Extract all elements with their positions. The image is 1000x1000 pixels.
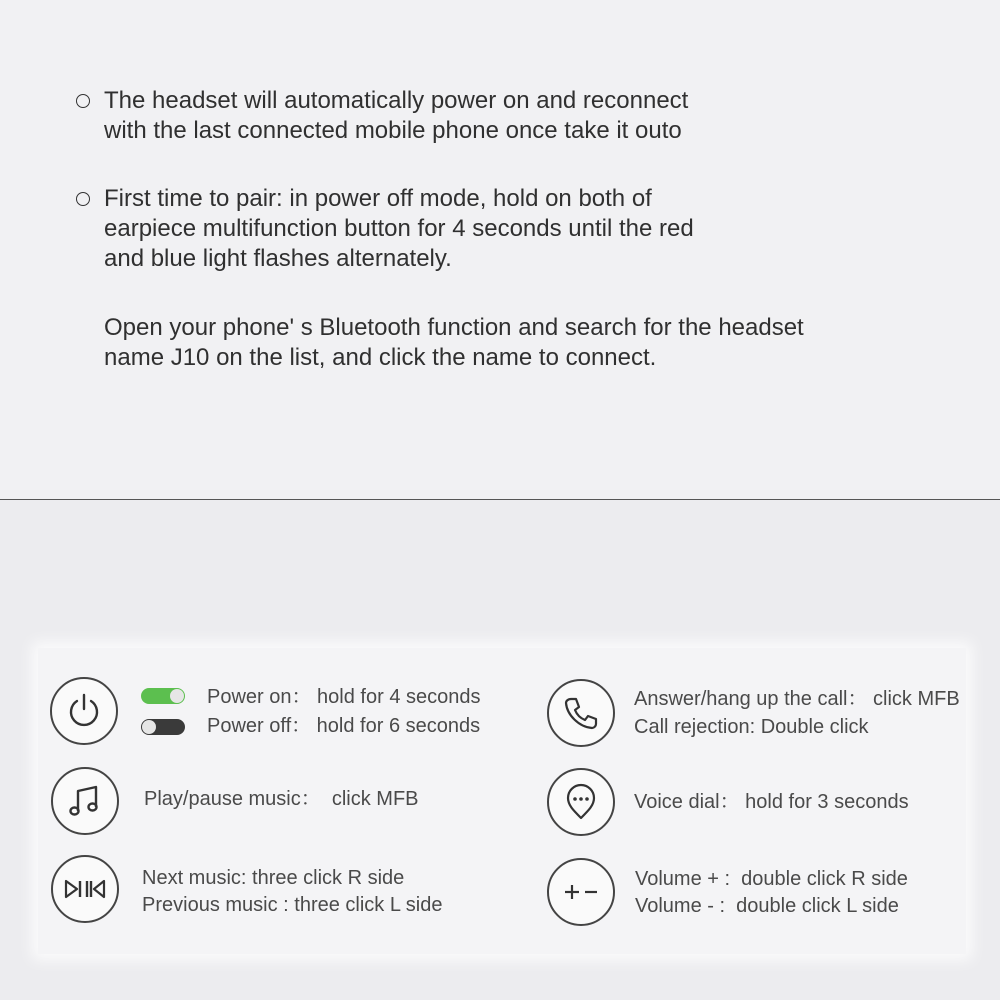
instruction-bluetooth-connect: Open your phone' s Bluetooth function and search for the headset name J10 on the list, and click the name to connect. bbox=[104, 314, 804, 371]
music-note-icon bbox=[51, 767, 119, 835]
next-previous-icon bbox=[51, 855, 119, 923]
previous-music-text: Previous music : three click L side bbox=[142, 894, 443, 916]
volume-plus-minus-icon bbox=[547, 858, 615, 926]
call-rejection-text: Call rejection: Double click bbox=[634, 716, 869, 738]
bullet-icon bbox=[76, 192, 90, 206]
instruction-auto-reconnect: The headset will automatically power on and reconnect with the last connected mobile phone once take it outo bbox=[104, 87, 689, 144]
volume-down-text: Volume - : double click L side bbox=[635, 895, 899, 917]
power-off-toggle-icon bbox=[141, 719, 185, 735]
play-pause-text: Play/pause music： click MFB bbox=[144, 788, 419, 810]
answer-call-text: Answer/hang up the call： click MFB bbox=[634, 688, 960, 710]
volume-up-text: Volume + : double click R side bbox=[635, 868, 908, 890]
instruction-first-pair: First time to pair: in power off mode, hold on both of earpiece multifunction button for 4 seconds until the red and blue light flashes alternately. bbox=[104, 185, 694, 272]
power-off-text: Power off： hold for 6 seconds bbox=[207, 715, 481, 737]
voice-dial-text: Voice dial： hold for 3 seconds bbox=[634, 791, 909, 813]
power-on-toggle-icon bbox=[141, 688, 185, 704]
phone-icon bbox=[547, 679, 615, 747]
next-music-text: Next music: three click R side bbox=[142, 867, 405, 889]
voice-dial-icon bbox=[547, 768, 615, 836]
power-icon bbox=[50, 677, 118, 745]
power-on-text: Power on： hold for 4 seconds bbox=[207, 686, 481, 708]
bullet-icon bbox=[76, 94, 90, 108]
